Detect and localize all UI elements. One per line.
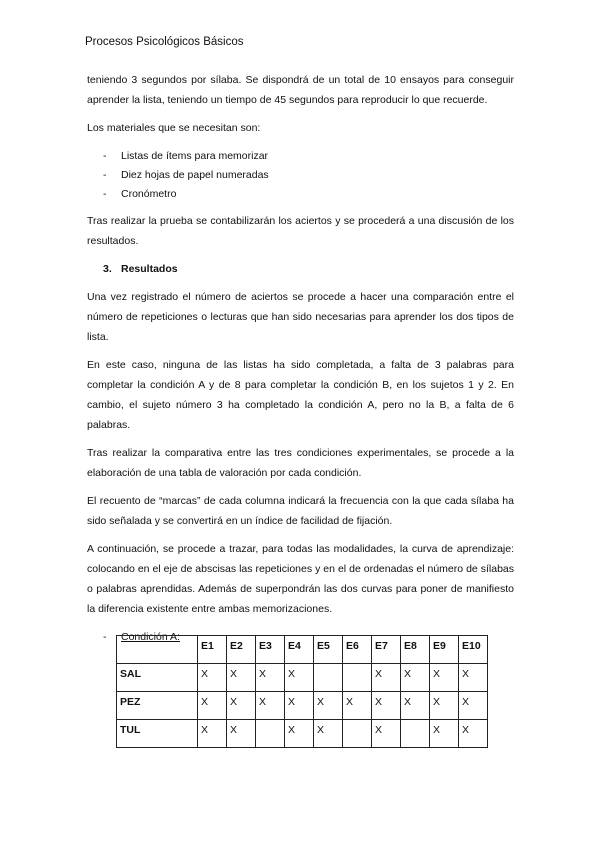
table-cell: X: [314, 720, 343, 748]
condition-label: Condición A:: [121, 631, 180, 643]
list-item-text: Listas de ítems para memorizar: [121, 150, 269, 162]
section-number: 3.: [103, 263, 112, 275]
column-header: E9: [430, 636, 459, 664]
table-cell: X: [227, 720, 256, 748]
column-header: E8: [401, 636, 430, 664]
table-row: [117, 664, 488, 692]
table-cell: X: [459, 720, 488, 748]
table-cell: X: [256, 692, 285, 720]
condition-a-table: [116, 635, 488, 748]
table-cell: [314, 664, 343, 692]
list-dash: -: [103, 631, 107, 643]
paragraph-1: teniendo 3 segundos por sílaba. Se dispondrá de un total de 10 ensayos para conseguir aprender la lista, teniendo un tiempo de 45 segundos para reproducir lo que recuerde.: [87, 74, 514, 106]
list-item: [87, 165, 514, 184]
table-header-row: [117, 636, 488, 664]
table-corner-cell: [117, 636, 198, 664]
table-cell: X: [285, 664, 314, 692]
table-row: [117, 720, 488, 748]
column-header: E10: [459, 636, 488, 664]
table-cell: X: [256, 664, 285, 692]
table-cell: X: [227, 692, 256, 720]
table-cell: X: [198, 664, 227, 692]
materials-list: [87, 146, 514, 203]
paragraph-7: El recuento de “marcas” de cada columna indicará la frecuencia con la que cada sílaba ha sido señalada y se convertirá en un índice de facilidad de fijación.: [87, 495, 514, 527]
table-cell: X: [198, 692, 227, 720]
paragraph-5: En este caso, ninguna de las listas ha sido completada, a falta de 3 palabras para completar la condición A y de 8 para completar la condición B, en los sujetos 1 y 2. En cambio, el sujeto número 3 ha completado la condición A, pero no la B, a falta de 6 palabras.: [87, 359, 514, 431]
table-cell: X: [372, 720, 401, 748]
table-cell: X: [314, 692, 343, 720]
table-cell: X: [459, 664, 488, 692]
paragraph-4: Una vez registrado el número de aciertos se procede a hacer una comparación entre el número de repeticiones o lecturas que han sido necesarias para aprender los dos tipos de lista.: [87, 291, 514, 343]
column-header: E5: [314, 636, 343, 664]
table-cell: X: [372, 692, 401, 720]
table-cell: X: [343, 692, 372, 720]
table-cell: [343, 720, 372, 748]
section-title: Resultados: [121, 263, 178, 275]
page-header: Procesos Psicológicos Básicos: [85, 36, 244, 48]
table-cell: [343, 664, 372, 692]
table-row: [117, 692, 488, 720]
paragraph-2: Los materiales que se necesitan son:: [87, 122, 261, 134]
section-heading: [87, 259, 514, 279]
row-label: SAL: [117, 664, 198, 692]
list-dash: -: [103, 188, 107, 200]
list-dash: -: [103, 150, 107, 162]
list-dash: -: [103, 169, 107, 181]
table-cell: [256, 720, 285, 748]
document-body: [87, 70, 514, 651]
column-header: E4: [285, 636, 314, 664]
table-cell: X: [285, 720, 314, 748]
row-label: TUL: [117, 720, 198, 748]
list-item-text: Diez hojas de papel numeradas: [121, 169, 269, 181]
list-item: [87, 146, 514, 165]
column-header: E2: [227, 636, 256, 664]
table-cell: X: [430, 720, 459, 748]
column-header: E7: [372, 636, 401, 664]
list-item: [87, 184, 514, 203]
table-cell: X: [459, 692, 488, 720]
table-cell: X: [198, 720, 227, 748]
table-cell: X: [227, 664, 256, 692]
table-cell: X: [430, 692, 459, 720]
column-header: E3: [256, 636, 285, 664]
table-cell: X: [372, 664, 401, 692]
table-cell: X: [401, 692, 430, 720]
table-cell: [401, 720, 430, 748]
column-header: E1: [198, 636, 227, 664]
row-label: PEZ: [117, 692, 198, 720]
column-header: E6: [343, 636, 372, 664]
table-cell: X: [430, 664, 459, 692]
table-cell: X: [285, 692, 314, 720]
list-item-text: Cronómetro: [121, 188, 177, 200]
paragraph-8: A continuación, se procede a trazar, para todas las modalidades, la curva de aprendizaje: colocando en el eje de abscisas las repeticiones y en el de ordenadas el número de sílabas o palabras aprendidas. Además de superpondrán las dos curvas para poner de manifiesto la diferencia existente entre ambas memorizaciones.: [87, 543, 514, 615]
paragraph-3: Tras realizar la prueba se contabilizarán los aciertos y se procederá a una discusión de los resultados.: [87, 215, 514, 247]
table-cell: X: [401, 664, 430, 692]
paragraph-6: Tras realizar la comparativa entre las tres condiciones experimentales, se procede a la elaboración de una tabla de valoración por cada condición.: [87, 447, 514, 479]
